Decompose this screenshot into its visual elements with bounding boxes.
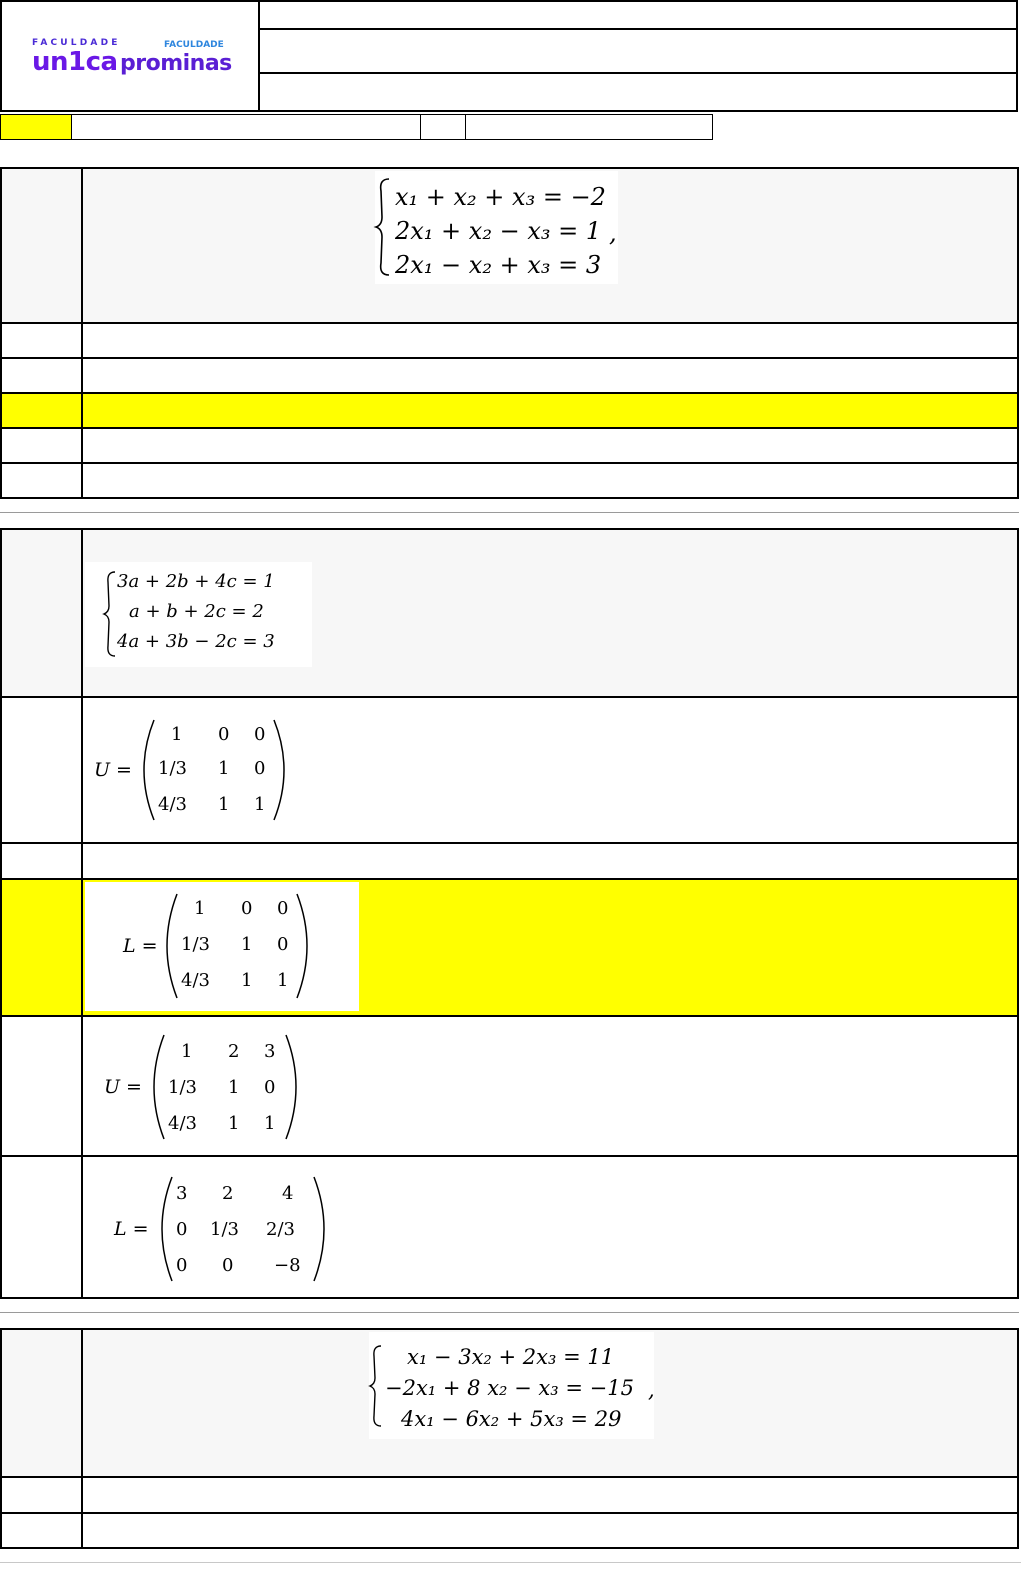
q3-trailing-comma: , <box>648 1378 655 1402</box>
header-table <box>0 0 1018 112</box>
cell: 0 <box>222 1255 234 1276</box>
matrix-l-option-c-box <box>85 882 359 1011</box>
matrix-u-option-d <box>100 1029 310 1145</box>
matrix-label: L = <box>123 935 158 957</box>
option-letter-cell <box>2 1514 83 1549</box>
q3-eq-3: 4x₁ − 6x₂ + 5x₃ = 29 <box>401 1407 622 1431</box>
question-1-statement <box>2 169 1017 324</box>
system-brace-3 <box>369 1332 654 1439</box>
cell: 0 <box>277 934 289 955</box>
cell: 1 <box>181 1041 193 1062</box>
option-letter-cell <box>2 464 83 497</box>
cell: 0 <box>264 1077 276 1098</box>
option-letter-cell <box>2 880 83 1015</box>
cell: 4/3 <box>181 970 210 991</box>
question-separator-1 <box>0 512 1019 513</box>
logo-faculdade-right: FACULDADE <box>164 40 224 50</box>
info-cell-name <box>71 114 421 140</box>
option-letter-cell <box>2 844 83 878</box>
option-letter-cell <box>2 698 83 842</box>
cell: 1 <box>218 758 230 779</box>
q3-eq-2: −2x₁ + 8 x₂ − x₃ = −15 <box>385 1376 634 1400</box>
logo-faculdade-left: FACULDADE <box>32 38 121 48</box>
cell: 0 <box>176 1255 188 1276</box>
matrix-l-option-e <box>110 1171 340 1287</box>
cell: 2/3 <box>266 1219 295 1240</box>
question-2-label-cell <box>2 530 83 696</box>
cell: 1 <box>254 794 266 815</box>
option-letter-cell <box>2 359 83 392</box>
option-letter-cell <box>2 394 83 427</box>
header-row-3 <box>258 72 1016 112</box>
matrix-label: U = <box>94 759 132 781</box>
question-1-label-cell <box>2 169 83 322</box>
question-2-statement <box>2 530 1017 698</box>
q2-eq-2: a + b + 2c = 2 <box>129 601 264 622</box>
cell: 1/3 <box>158 758 187 779</box>
system-brace-2 <box>85 562 312 667</box>
info-cell-short <box>420 114 466 140</box>
institution-logo <box>32 38 232 78</box>
cell: 4/3 <box>158 794 187 815</box>
q2-eq-1: 3a + 2b + 4c = 1 <box>117 571 275 592</box>
question-3-table <box>0 1328 1019 1549</box>
matrix-label: U = <box>104 1076 142 1098</box>
question-2-option-d[interactable] <box>2 1017 1017 1157</box>
cell: 1 <box>228 1077 240 1098</box>
matrix-label: L = <box>114 1218 149 1240</box>
cell: 1/3 <box>210 1219 239 1240</box>
question-1-system <box>375 171 618 284</box>
option-letter-cell <box>2 429 83 462</box>
cell: 0 <box>254 758 266 779</box>
matrix-l-option-c <box>85 882 359 1011</box>
question-2-option-e[interactable] <box>2 1157 1017 1297</box>
cell: 0 <box>277 898 289 919</box>
question-separator-2 <box>0 1312 1019 1313</box>
system-brace-1 <box>375 171 618 284</box>
cell: 1 <box>277 970 289 991</box>
question-1-option-c-correct[interactable] <box>2 394 1017 429</box>
q1-eq-3: 2x₁ − x₂ + x₃ = 3 <box>395 251 602 279</box>
cell: 4/3 <box>168 1113 197 1134</box>
q1-eq-1: x₁ + x₂ + x₃ = −2 <box>395 183 606 211</box>
question-1-table <box>0 167 1019 499</box>
question-3-option-a[interactable] <box>2 1478 1017 1514</box>
cell: 1 <box>228 1113 240 1134</box>
cell: 2 <box>228 1041 240 1062</box>
cell: 1 <box>218 794 230 815</box>
cell: −8 <box>274 1255 301 1276</box>
logo-unica: un1ca <box>32 47 118 77</box>
logo-cell <box>2 2 260 112</box>
cell: 1 <box>241 934 253 955</box>
question-2-option-a[interactable] <box>2 698 1017 844</box>
cell: 1/3 <box>168 1077 197 1098</box>
q2-eq-3: 4a + 3b − 2c = 3 <box>117 631 275 652</box>
cell: 0 <box>241 898 253 919</box>
option-letter-cell <box>2 324 83 357</box>
cell: 1 <box>241 970 253 991</box>
info-cell-highlight <box>0 114 72 140</box>
question-1-option-d[interactable] <box>2 429 1017 464</box>
question-1-option-a[interactable] <box>2 324 1017 359</box>
cell: 4 <box>282 1183 294 1204</box>
info-cell-value <box>465 114 713 140</box>
question-1-option-b[interactable] <box>2 359 1017 394</box>
cell: 2 <box>222 1183 234 1204</box>
matrix-u-option-a <box>90 714 300 826</box>
question-3-label-cell <box>2 1330 83 1476</box>
cell: 1 <box>171 724 183 745</box>
question-2-table <box>0 528 1019 1299</box>
q1-trailing-comma: , <box>609 219 617 247</box>
cell: 0 <box>176 1219 188 1240</box>
cell: 0 <box>218 724 230 745</box>
page-bottom-rule <box>0 1562 1021 1563</box>
question-2-system <box>85 562 312 667</box>
logo-prominas: prominas <box>120 51 232 76</box>
cell: 1 <box>264 1113 276 1134</box>
option-letter-cell <box>2 1017 83 1155</box>
cell: 1 <box>194 898 206 919</box>
question-3-statement <box>2 1330 1017 1478</box>
option-letter-cell <box>2 1157 83 1297</box>
question-1-option-e[interactable] <box>2 464 1017 497</box>
option-letter-cell <box>2 1478 83 1512</box>
question-3-system <box>369 1332 654 1439</box>
cell: 1/3 <box>181 934 210 955</box>
cell: 3 <box>264 1041 276 1062</box>
cell: 3 <box>176 1183 188 1204</box>
question-2-option-b[interactable] <box>2 844 1017 880</box>
question-2-option-c-correct[interactable] <box>2 880 1017 1017</box>
q1-eq-2: 2x₁ + x₂ − x₃ = 1 <box>395 217 602 245</box>
header-row-1 <box>258 2 1016 30</box>
cell: 0 <box>254 724 266 745</box>
question-3-option-b[interactable] <box>2 1514 1017 1549</box>
header-row-2 <box>258 28 1016 74</box>
q3-eq-1: x₁ − 3x₂ + 2x₃ = 11 <box>407 1345 615 1369</box>
